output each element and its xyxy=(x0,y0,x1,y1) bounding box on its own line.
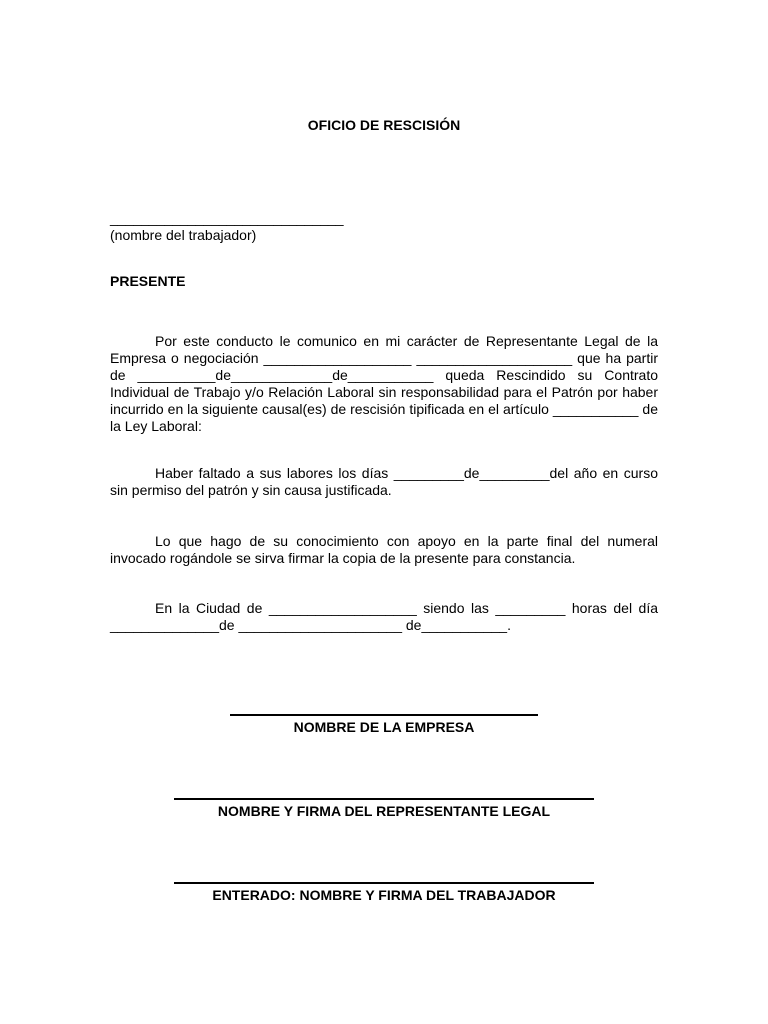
signature-line xyxy=(230,714,538,716)
signature-legal-representative xyxy=(0,798,768,820)
paragraph-cause xyxy=(110,465,658,499)
paragraph-place-date-text: En la Ciudad de ___________________ siendo las _________ horas del día ______________de _____________________ de___________. xyxy=(110,600,658,633)
document-title: OFICIO DE RESCISIÓN xyxy=(307,117,461,133)
signature-label-representative: NOMBRE Y FIRMA DEL REPRESENTANTE LEGAL xyxy=(217,803,551,819)
paragraph-notice xyxy=(110,333,658,435)
paragraph-place-date xyxy=(110,600,658,634)
paragraph-acknowledgement xyxy=(110,533,658,567)
greeting: PRESENTE xyxy=(110,273,186,289)
signature-worker xyxy=(0,882,768,904)
paragraph-notice-text: Por este conducto le comunico en mi carácter de Representante Legal de la Empresa o negociación ___________________ ____________________ que ha partir de __________de_____________de___________ queda Rescindido su Contrato Individual de Trabajo y/o Relación Laboral sin responsabilidad para el Patrón por haber incurrido en la siguiente causal(es) de rescisión tipificada en el artículo ___________ de la Ley Laboral: xyxy=(110,333,658,434)
signature-label-worker: ENTERADO: NOMBRE Y FIRMA DEL TRABAJADOR xyxy=(212,887,556,903)
signature-line xyxy=(174,798,594,800)
paragraph-acknowledgement-text: Lo que hago de su conocimiento con apoyo en la parte final del numeral invocado rogándole se sirva firmar la copia de la presente para constancia. xyxy=(110,533,658,566)
signature-line xyxy=(174,882,594,884)
recipient-blank-line: ______________________________ xyxy=(110,210,344,226)
signature-company xyxy=(0,714,768,736)
paragraph-cause-text: Haber faltado a sus labores los días _________de_________del año en curso sin permiso del patrón y sin causa justificada. xyxy=(110,465,658,498)
recipient-block xyxy=(110,210,670,244)
recipient-caption: (nombre del trabajador) xyxy=(110,227,257,243)
signature-label-company: NOMBRE DE LA EMPRESA xyxy=(293,719,475,735)
